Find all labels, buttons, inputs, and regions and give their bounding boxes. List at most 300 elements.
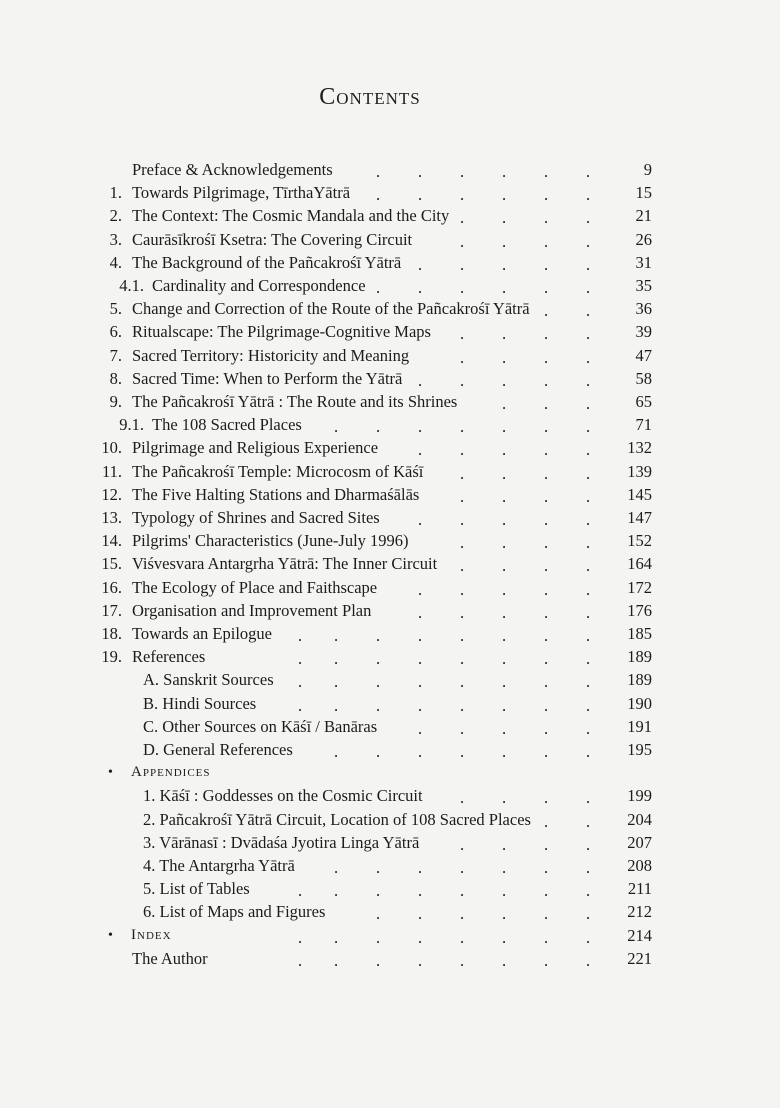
- leader-dot: .: [586, 185, 591, 205]
- leader-dot: .: [334, 881, 339, 901]
- leader-dot: .: [502, 858, 507, 877]
- leader-dot: .: [586, 301, 591, 321]
- toc-entry-title: Towards Pilgrimage, TīrthaYātrā: [132, 183, 351, 203]
- leader-dot: .: [460, 440, 465, 460]
- leader-dot: .: [544, 718, 549, 738]
- toc-entry-title: The Author: [132, 948, 208, 968]
- toc-entry[interactable]: [0, 297, 780, 320]
- leader-dot: .: [544, 162, 549, 181]
- leader-dot: .: [544, 579, 549, 599]
- toc-entry-title: 1. Kāśī : Goddesses on the Cosmic Circuit: [143, 786, 423, 806]
- toc-entry-page: 147: [627, 508, 652, 527]
- leader-dot: .: [460, 626, 465, 645]
- toc-entry-number: 8.: [109, 368, 122, 388]
- toc-entry-title: Sacred Territory: Historicity and Meaning: [132, 345, 410, 365]
- toc-entry-title: 4. The Antargrha Yātrā: [143, 856, 295, 875]
- toc-entry-title: The Context: The Cosmic Mandala and the City: [132, 206, 450, 226]
- leader-dot: .: [376, 858, 381, 877]
- toc-entry-number: 13.: [101, 508, 122, 527]
- toc-entry[interactable]: [0, 436, 780, 459]
- leader-dot: .: [460, 556, 465, 576]
- toc-entry-title: 5. List of Tables: [143, 879, 250, 899]
- toc-entry-page: 15: [635, 183, 652, 203]
- toc-entry[interactable]: [0, 390, 780, 413]
- toc-entry[interactable]: [0, 506, 780, 529]
- leader-dot: .: [544, 927, 549, 947]
- leader-dot: .: [418, 742, 423, 761]
- bullet-icon: •: [108, 765, 113, 781]
- leader-dot: .: [586, 533, 591, 553]
- leader-dot: .: [544, 649, 549, 669]
- toc-entry-page: 190: [627, 693, 652, 713]
- toc-entry-title: Sacred Time: When to Perform the Yātrā: [132, 368, 403, 388]
- leader-dot: .: [586, 417, 591, 437]
- leader-dot: .: [586, 927, 591, 947]
- toc-entry-title: 6. List of Maps and Figures: [143, 902, 326, 922]
- leader-dot: .: [502, 162, 507, 181]
- toc-entry-title: Caurāsīkrośī Ksetra: The Covering Circuit: [132, 229, 413, 249]
- leader-dot: .: [586, 834, 591, 854]
- leader-dot: .: [502, 742, 507, 761]
- toc-entry-page: 199: [627, 786, 652, 806]
- toc-entry-title: Pilgrimage and Religious Experience: [132, 438, 379, 458]
- leader-dot: .: [586, 950, 591, 970]
- leader-dot: .: [544, 208, 549, 228]
- toc-entry-page: 39: [635, 322, 652, 342]
- toc-entry-title: Typology of Shrines and Sacred Sites: [132, 508, 380, 527]
- toc-entry-number: 9.: [109, 392, 122, 411]
- leader-dot: .: [376, 672, 381, 692]
- toc-entry[interactable]: [0, 784, 780, 807]
- leader-dot: .: [502, 950, 507, 970]
- toc-entry-page: 189: [627, 670, 652, 690]
- leader-dot: .: [544, 626, 549, 645]
- toc-entry[interactable]: [0, 204, 780, 227]
- leader-dot: .: [502, 579, 507, 599]
- leader-dot: .: [544, 185, 549, 205]
- toc-entry-page: 185: [627, 624, 652, 643]
- toc-entry-number: 10.: [101, 438, 122, 458]
- leader-dot: .: [544, 858, 549, 877]
- leader-dot: .: [334, 858, 339, 877]
- bullet-icon: •: [108, 927, 113, 943]
- toc-entry[interactable]: [0, 529, 780, 552]
- toc-entry-title: Towards an Epilogue: [132, 624, 272, 643]
- leader-dot: .: [544, 811, 549, 831]
- toc-entry[interactable]: [0, 947, 780, 970]
- leader-dot: .: [502, 254, 507, 274]
- toc-entry-title: The Background of the Pañcakrośī Yātrā: [132, 252, 402, 272]
- toc-entry-number: 18.: [101, 624, 122, 643]
- leader-dot: .: [586, 695, 591, 715]
- leader-dot: .: [586, 278, 591, 297]
- leader-dot: .: [460, 162, 465, 181]
- toc-entry-page: 152: [627, 531, 652, 551]
- leader-dot: .: [334, 927, 339, 947]
- leader-dot: .: [418, 602, 423, 622]
- page-title: Contents: [319, 84, 421, 110]
- leader-dot: .: [418, 904, 423, 924]
- leader-dot: .: [544, 324, 549, 344]
- leader-dot: .: [418, 162, 423, 181]
- toc-entry-number: 7.: [109, 345, 122, 365]
- leader-dot: .: [460, 579, 465, 599]
- leader-dot: .: [586, 788, 591, 808]
- toc-entry-number: 5.: [109, 299, 122, 319]
- toc-entry-title: 2. Pañcakrośī Yātrā Circuit, Location of 108 Sacred Places: [143, 809, 531, 829]
- leader-dot: .: [298, 927, 303, 947]
- leader-dot: .: [586, 742, 591, 761]
- toc-entry-number: 1.: [109, 183, 122, 203]
- toc-entry-page: 208: [627, 856, 652, 875]
- leader-dot: .: [334, 672, 339, 692]
- leader-dot: .: [502, 649, 507, 669]
- toc-entry[interactable]: [0, 900, 780, 923]
- leader-dot: .: [502, 463, 507, 483]
- leader-dot: .: [586, 811, 591, 831]
- toc-entry-title: The 108 Sacred Places: [152, 415, 302, 435]
- toc-entry[interactable]: [0, 854, 780, 877]
- leader-dot: .: [502, 904, 507, 924]
- leader-dot: .: [502, 718, 507, 738]
- toc-entry-number: 12.: [101, 484, 122, 504]
- leader-dot: .: [586, 208, 591, 228]
- leader-dot: .: [586, 440, 591, 460]
- leader-dot: .: [418, 510, 423, 529]
- toc-entry-page: 164: [627, 554, 652, 574]
- leader-dot: .: [502, 695, 507, 715]
- leader-dot: .: [460, 533, 465, 553]
- leader-dot: .: [586, 162, 591, 181]
- leader-dot: .: [298, 950, 303, 970]
- leader-dot: .: [544, 556, 549, 576]
- toc-entry-title: B. Hindi Sources: [143, 693, 257, 713]
- leader-dot: .: [334, 695, 339, 715]
- leader-dot: .: [334, 742, 339, 761]
- leader-dot: .: [298, 649, 303, 669]
- toc-entry-title: Pilgrims' Characteristics (June-July 1996): [132, 531, 409, 551]
- leader-dot: .: [460, 695, 465, 715]
- leader-dot: .: [586, 463, 591, 483]
- toc-entry-number: 11.: [101, 461, 122, 481]
- toc-entry[interactable]: [0, 158, 780, 181]
- leader-dot: .: [418, 672, 423, 692]
- leader-dot: .: [502, 231, 507, 251]
- leader-dot: .: [544, 695, 549, 715]
- leader-dot: .: [460, 417, 465, 437]
- leader-dot: .: [586, 718, 591, 738]
- toc-entry[interactable]: [0, 344, 780, 367]
- leader-dot: .: [502, 347, 507, 367]
- leader-dot: .: [376, 278, 381, 297]
- toc-entry-page: 47: [635, 345, 652, 365]
- leader-dot: .: [460, 254, 465, 274]
- leader-dot: .: [376, 904, 381, 924]
- toc-entry-page: 212: [627, 902, 652, 922]
- toc-entry-page: 145: [627, 484, 652, 504]
- leader-dot: .: [460, 510, 465, 529]
- leader-dot: .: [334, 626, 339, 645]
- leader-dot: .: [502, 394, 507, 413]
- leader-dot: .: [334, 950, 339, 970]
- leader-dot: .: [502, 185, 507, 205]
- toc-entry-number: 16.: [101, 577, 122, 597]
- toc-entry-title: Cardinality and Correspondence: [152, 276, 366, 295]
- leader-dot: .: [544, 254, 549, 274]
- leader-dot: .: [460, 649, 465, 669]
- toc-entry[interactable]: [0, 228, 780, 251]
- leader-dot: .: [586, 672, 591, 692]
- leader-dot: .: [418, 278, 423, 297]
- leader-dot: .: [460, 788, 465, 808]
- toc-entry[interactable]: [0, 552, 780, 575]
- leader-dot: .: [418, 858, 423, 877]
- leader-dot: .: [334, 417, 339, 437]
- toc-entry-title: 3. Vārānasī : Dvādaśa Jyotira Linga Yātrā: [143, 832, 420, 852]
- leader-dot: .: [586, 231, 591, 251]
- leader-dot: .: [460, 602, 465, 622]
- toc-entry[interactable]: [0, 576, 780, 599]
- leader-dot: .: [418, 718, 423, 738]
- leader-dot: .: [418, 950, 423, 970]
- leader-dot: .: [544, 742, 549, 761]
- toc-entry-title: References: [132, 647, 206, 667]
- toc-entry-title: The Pañcakrośī Yātrā : The Route and its Shrines: [132, 392, 458, 411]
- toc-entry-number: 2.: [109, 206, 122, 226]
- leader-dot: .: [586, 486, 591, 506]
- toc-entry-title: A. Sanskrit Sources: [143, 670, 274, 690]
- leader-dot: .: [586, 556, 591, 576]
- toc-entry-number: 9.1.: [119, 415, 144, 435]
- toc-entry-title: Ritualscape: The Pilgrimage-Cognitive Maps: [132, 322, 431, 342]
- toc-entry-page: 195: [627, 740, 652, 759]
- toc-entry-number: 4.1.: [119, 276, 144, 295]
- toc-entry-title: C. Other Sources on Kāśī / Banāras: [143, 716, 378, 736]
- leader-dot: .: [544, 278, 549, 297]
- toc-entry[interactable]: [0, 831, 780, 854]
- toc-entry-title: The Five Halting Stations and Dharmaśālās: [132, 484, 420, 504]
- toc-entry-title: Appendices: [131, 764, 211, 781]
- leader-dot: .: [502, 602, 507, 622]
- leader-dot: .: [502, 324, 507, 344]
- leader-dot: .: [418, 579, 423, 599]
- leader-dot: .: [376, 695, 381, 715]
- leader-dot: .: [544, 672, 549, 692]
- toc-entry-page: 176: [627, 600, 652, 620]
- leader-dot: .: [298, 672, 303, 692]
- leader-dot: .: [298, 881, 303, 901]
- leader-dot: .: [418, 254, 423, 274]
- leader-dot: .: [418, 185, 423, 205]
- toc-entry-page: 221: [627, 948, 652, 968]
- toc-entry-page: 58: [635, 368, 652, 388]
- leader-dot: .: [544, 904, 549, 924]
- leader-dot: .: [460, 834, 465, 854]
- toc-entry-page: 36: [635, 299, 652, 319]
- leader-dot: .: [586, 626, 591, 645]
- leader-dot: .: [544, 370, 549, 390]
- toc-entry[interactable]: [0, 715, 780, 738]
- leader-dot: .: [460, 486, 465, 506]
- leader-dot: .: [544, 301, 549, 321]
- leader-dot: .: [544, 510, 549, 529]
- toc-entry-number: 3.: [109, 229, 122, 249]
- toc-entry-page: 172: [627, 577, 652, 597]
- leader-dot: .: [586, 394, 591, 413]
- leader-dot: .: [460, 463, 465, 483]
- leader-dot: .: [502, 626, 507, 645]
- toc-entry-title: The Ecology of Place and Faithscape: [132, 577, 378, 597]
- toc-entry[interactable]: [0, 483, 780, 506]
- leader-dot: .: [502, 440, 507, 460]
- toc-entry-page: 207: [627, 832, 652, 852]
- leader-dot: .: [418, 927, 423, 947]
- leader-dot: .: [334, 649, 339, 669]
- leader-dot: .: [586, 904, 591, 924]
- leader-dot: .: [544, 881, 549, 901]
- toc-entry-page: 35: [635, 276, 652, 295]
- leader-dot: .: [502, 370, 507, 390]
- leader-dot: .: [418, 440, 423, 460]
- leader-dot: .: [502, 417, 507, 437]
- leader-dot: .: [418, 649, 423, 669]
- leader-dot: .: [502, 927, 507, 947]
- leader-dot: .: [586, 579, 591, 599]
- leader-dot: .: [586, 510, 591, 529]
- leader-dot: .: [502, 834, 507, 854]
- toc-entry[interactable]: [0, 622, 780, 645]
- toc-entry-page: 71: [635, 415, 652, 435]
- leader-dot: .: [298, 626, 303, 645]
- leader-dot: .: [460, 950, 465, 970]
- toc-entry-title: Preface & Acknowledgements: [132, 160, 333, 179]
- leader-dot: .: [376, 950, 381, 970]
- leader-dot: .: [544, 440, 549, 460]
- toc-entry-number: 4.: [109, 252, 122, 272]
- toc-entry-title: D. General References: [143, 740, 293, 759]
- toc-entry[interactable]: [0, 181, 780, 204]
- toc-entry-title: Index: [131, 926, 172, 943]
- leader-dot: .: [586, 324, 591, 344]
- toc-entry-page: 31: [635, 252, 652, 272]
- leader-dot: .: [460, 881, 465, 901]
- toc-entry-page: 21: [635, 206, 652, 226]
- toc-entry[interactable]: [0, 460, 780, 483]
- toc-entry[interactable]: [0, 924, 780, 947]
- toc-entry[interactable]: [0, 761, 780, 784]
- leader-dot: .: [502, 510, 507, 529]
- toc-entry-page: 139: [627, 461, 652, 481]
- leader-dot: .: [502, 881, 507, 901]
- toc-entry[interactable]: [0, 808, 780, 831]
- toc-entry[interactable]: [0, 645, 780, 668]
- toc-entry[interactable]: [0, 413, 780, 436]
- toc-entry-title: Viśvesvara Antargrha Yātrā: The Inner Circuit: [132, 554, 438, 574]
- leader-dot: .: [544, 834, 549, 854]
- leader-dot: .: [418, 370, 423, 390]
- leader-dot: .: [544, 602, 549, 622]
- leader-dot: .: [544, 486, 549, 506]
- toc-entry[interactable]: [0, 251, 780, 274]
- leader-dot: .: [460, 742, 465, 761]
- leader-dot: .: [460, 278, 465, 297]
- toc-entry-number: 19.: [101, 647, 122, 667]
- toc-entry-page: 189: [627, 647, 652, 667]
- leader-dot: .: [544, 463, 549, 483]
- leader-dot: .: [460, 858, 465, 877]
- leader-dot: .: [460, 718, 465, 738]
- toc-entry-number: 6.: [109, 322, 122, 342]
- leader-dot: .: [544, 533, 549, 553]
- leader-dot: .: [418, 417, 423, 437]
- toc-entry[interactable]: [0, 877, 780, 900]
- leader-dot: .: [544, 394, 549, 413]
- toc-entry[interactable]: [0, 738, 780, 761]
- leader-dot: .: [502, 533, 507, 553]
- toc-entry[interactable]: [0, 599, 780, 622]
- leader-dot: .: [376, 649, 381, 669]
- leader-dot: .: [544, 417, 549, 437]
- leader-dot: .: [418, 881, 423, 901]
- toc-entry[interactable]: [0, 668, 780, 691]
- toc-entry[interactable]: [0, 274, 780, 297]
- leader-dot: .: [502, 788, 507, 808]
- toc-entry-page: 214: [627, 925, 652, 945]
- leader-dot: .: [460, 324, 465, 344]
- leader-dot: .: [502, 278, 507, 297]
- leader-dot: .: [376, 927, 381, 947]
- toc-entry-page: 132: [627, 438, 652, 458]
- toc-entry-page: 26: [635, 229, 652, 249]
- toc-entry-number: 14.: [101, 531, 122, 551]
- leader-dot: .: [502, 486, 507, 506]
- leader-dot: .: [298, 695, 303, 715]
- leader-dot: .: [460, 370, 465, 390]
- leader-dot: .: [586, 881, 591, 901]
- toc-entry-page: 204: [627, 809, 652, 829]
- toc-entry-title: The Pañcakrośī Temple: Microcosm of Kāśī: [132, 461, 424, 481]
- leader-dot: .: [544, 231, 549, 251]
- leader-dot: .: [586, 370, 591, 390]
- toc-entry[interactable]: [0, 692, 780, 715]
- toc-entry-page: 211: [627, 879, 652, 899]
- leader-dot: .: [460, 904, 465, 924]
- toc-entry[interactable]: [0, 367, 780, 390]
- toc-entry-page: 65: [635, 392, 652, 411]
- toc-entry-title: Organisation and Improvement Plan: [132, 600, 372, 620]
- leader-dot: .: [376, 881, 381, 901]
- leader-dot: .: [376, 742, 381, 761]
- toc-entry-number: 17.: [101, 600, 122, 620]
- toc-entry[interactable]: [0, 320, 780, 343]
- leader-dot: .: [460, 208, 465, 228]
- toc-entry-page: 191: [627, 716, 652, 736]
- leader-dot: .: [376, 162, 381, 181]
- toc-entry-number: 15.: [101, 554, 122, 574]
- leader-dot: .: [376, 417, 381, 437]
- leader-dot: .: [376, 185, 381, 205]
- toc-entry-title: Change and Correction of the Route of the Pañcakrośī Yātrā: [132, 299, 530, 319]
- leader-dot: .: [544, 950, 549, 970]
- leader-dot: .: [586, 602, 591, 622]
- leader-dot: .: [460, 347, 465, 367]
- leader-dot: .: [418, 695, 423, 715]
- leader-dot: .: [544, 347, 549, 367]
- toc-entry-page: 9: [643, 160, 652, 179]
- leader-dot: .: [586, 649, 591, 669]
- leader-dot: .: [502, 556, 507, 576]
- leader-dot: .: [460, 185, 465, 205]
